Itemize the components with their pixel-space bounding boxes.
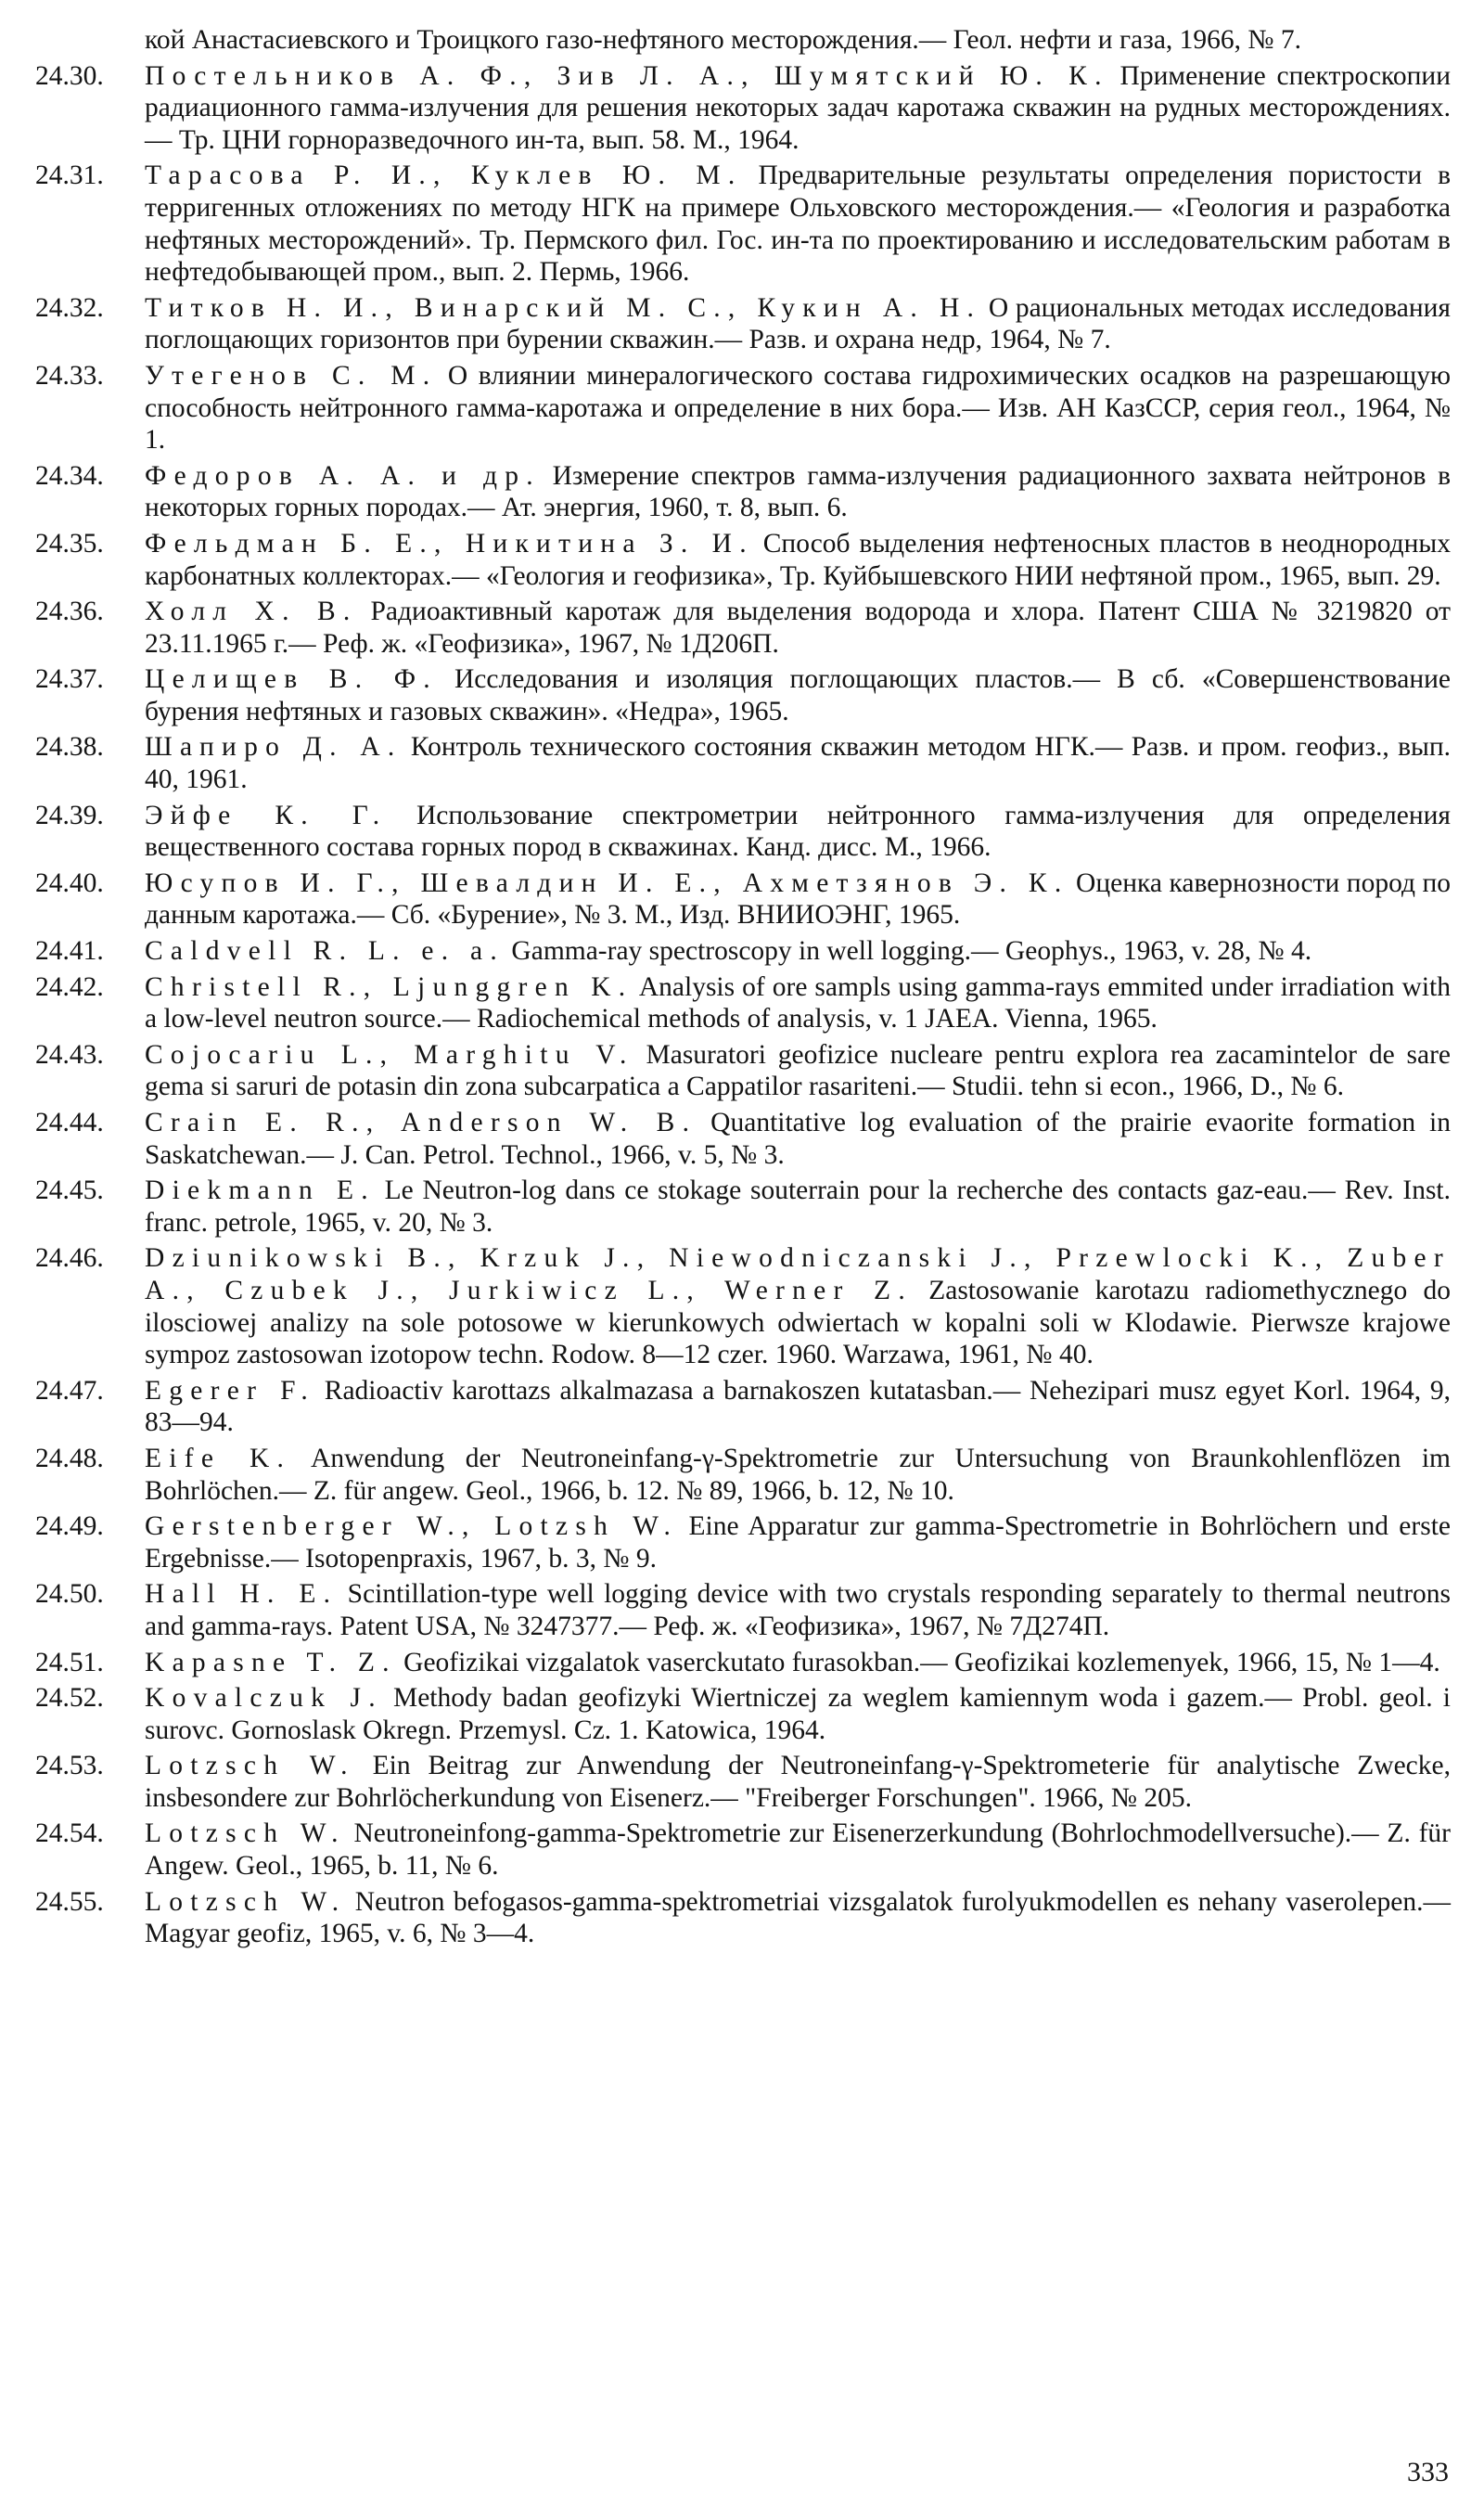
entry-authors: Холл Х. В. <box>145 597 358 627</box>
bibliography-entry <box>35 1510 1451 1574</box>
entry-number: 24.50. <box>35 1579 104 1610</box>
bibliography-entry <box>35 596 1451 660</box>
entry-authors: Юсупов И. Г., Шевалдин И. Е., Ахметзянов Э. К. <box>145 867 1069 898</box>
entry-citation: Zastosowanie karotazu radiomethycznego do ilosciowej analizy na sole potosowe w kierunkowych odwiertach w kopalni soli w Klodawie. Pierwsze krajowe sympoz zastosowan izotopow techn. Rodow. 8—12 czer. 1960. Warzawa, 1961, № 40. <box>145 1275 1451 1370</box>
entry-citation: Scintillation-type well logging device with two crystals responding separately to thermal neutrons and gamma-rays. Patent USA, № 3247377.— Реф. ж. «Геофизика», 1967, № 7Д274П. <box>145 1579 1451 1641</box>
entry-citation: Le Neutron-log dans ce stokage souterrain pour la recherche des contacts gaz-eau.— Rev. Inst. franc. petrole, 1965, v. 20, № 3. <box>145 1175 1452 1238</box>
entry-citation: О рациональных методах исследования поглощающих горизонтов при бурении скважин.— Разв. и охрана недр, 1964, № 7. <box>145 292 1451 355</box>
entry-authors: Egerer F. <box>145 1375 316 1406</box>
entry-number: 24.37. <box>35 664 104 695</box>
entry-authors: Diekmann E. <box>145 1175 376 1206</box>
entry-number: 24.33. <box>35 360 104 391</box>
entry-authors: Утегенов С. М. <box>145 360 438 391</box>
bibliography-entry <box>35 1039 1451 1103</box>
entry-authors: Eife K. <box>145 1443 292 1473</box>
entry-citation: Использование спектрометрии нейтронного гамма-излучения для определения вещественного состава горных пород в скважинах. Канд. дисс. М., 1966. <box>145 800 1451 863</box>
bibliography-entry <box>35 160 1451 288</box>
entry-number: 24.45. <box>35 1175 104 1206</box>
entry-authors: Федоров А. А. и др. <box>145 460 541 491</box>
entry-number: 24.52. <box>35 1683 104 1714</box>
entry-citation: Радиоактивный каротаж для выделения водорода и хлора. Патент США № 3219820 от 23.11.1965 г.— Реф. ж. «Геофизика», 1967, № 1Д206П. <box>145 597 1451 659</box>
entry-authors: Тарасова Р. И., Куклев Ю. М. <box>145 161 743 191</box>
entry-citation: Neutron befogasos-gamma-spektrometriai vizsgalatok furolyukmodellen es nehany vaserolepen.— Magyar geofiz, 1965, v. 6, № 3—4. <box>145 1886 1451 1949</box>
bibliography-entry <box>35 800 1451 864</box>
entry-number: 24.46. <box>35 1243 104 1274</box>
entry-authors: Постельников А. Ф., Зив Л. А., Шумятский Ю. К. <box>145 60 1109 91</box>
entry-authors: Lotzsch W. <box>145 1886 347 1917</box>
entry-citation: Methody badan geofizyki Wiertniczej za weglem kamiennym woda i gazem.— Probl. geol. i surovc. Gornoslask Okregn. Przemysl. Cz. 1. Katowica, 1964. <box>145 1683 1451 1745</box>
entry-number: 24.48. <box>35 1443 104 1473</box>
page-number: 333 <box>1407 2457 1449 2487</box>
entry-authors: Kapasne T. Z. <box>145 1647 397 1677</box>
entry-authors: Dziunikowski B., Krzuk J., Niewodniczanski J., Przewlocki K., Zuber A., Czubek J., Jurkiwicz L., Werner Z. <box>145 1243 1451 1305</box>
entry-number: 24.39. <box>35 800 104 830</box>
entry-citation: Способ выделения нефтеносных пластов в неоднородных карбонатных коллекторах.— «Геология и геофизика», Тр. Куйбышевского НИИ нефтяной пром., 1965, вып. 29. <box>145 528 1452 591</box>
bibliography-entry <box>35 1443 1451 1507</box>
bibliography-entry <box>35 935 1451 968</box>
entry-citation: Analysis of ore sampls using gamma-rays emmited under irradiation with a low-level neutron source.— Radiochemical methods of analysis, v. 1 JAEA. Vienna, 1965. <box>145 971 1451 1034</box>
entry-number: 24.32. <box>35 292 104 323</box>
bibliography-entry <box>35 1578 1451 1642</box>
entry-citation: Masuratori geofizice nucleare pentru explora rea zacamintelor de sare gema si saruri de potasin din zona subcarpatica a Cappatilor rasariteni.— Studii. tehn si econ., 1966, D., № 6. <box>145 1039 1451 1102</box>
entry-citation: Radioactiv karottazs alkalmazasa a barnakoszen kutatasban.— Nehezipari musz egyet Korl. 1964, 9, 83—94. <box>145 1375 1451 1438</box>
entry-citation: Применение спектроскопии радиационного гамма-излучения для решения некоторых задач каротажа скважин на рудных месторождениях.— Тр. ЦНИ горноразведочного ин-та, вып. 58. М., 1964. <box>145 60 1451 155</box>
entry-number: 24.51. <box>35 1647 104 1677</box>
entry-number: 24.35. <box>35 528 104 559</box>
continuation-text: кой Анастасиевского и Троицкого газо-нефтяного месторождения.— Геол. нефти и газа, 1966, № 7. <box>145 25 1302 55</box>
entry-citation: Eine Apparatur zur gamma-Spectrometrie in Bohrlöchern und erste Ergebnisse.— Isotopenpraxis, 1967, b. 3, № 9. <box>145 1511 1451 1574</box>
bibliography-entry <box>35 1647 1451 1679</box>
entry-number: 24.42. <box>35 971 104 1002</box>
entry-authors: Caldvell R. L. e. a. <box>145 936 505 967</box>
entry-citation: О влиянии минералогического состава гидрохимических осадков на разрешающую способность нейтронного гамма-каротажа и определение в них бора.— Изв. АН КазССР, серия геол., 1964, № 1. <box>145 360 1451 456</box>
entry-number: 24.49. <box>35 1511 104 1542</box>
entry-number: 24.36. <box>35 597 104 627</box>
bibliography-entry <box>35 360 1451 456</box>
entry-authors: Lotzsch W. <box>145 1818 346 1849</box>
entry-number: 24.40. <box>35 867 104 898</box>
entry-citation: Quantitative log evaluation of the prairie evaorite formation in Saskatchewan.— J. Can. Petrol. Technol., 1966, v. 5, № 3. <box>145 1108 1452 1170</box>
entry-number: 24.55. <box>35 1886 104 1917</box>
bibliography-entry <box>35 1750 1451 1814</box>
entry-authors: Gerstenberger W., Lotzsh W. <box>145 1511 679 1542</box>
entry-number: 24.34. <box>35 460 104 491</box>
entry-authors: Фельдман Б. Е., Никитина З. И. <box>145 528 754 559</box>
entry-citation: Gamma-ray spectroscopy in well logging.— Geophys., 1963, v. 28, № 4. <box>505 936 1312 967</box>
entry-authors: Hall H. E. <box>145 1579 339 1610</box>
entry-citation: Предварительные результаты определения пористости в терригенных отложениях по методу НГК на примере Ольховского месторождения.— «Геология и разработка нефтяных месторождений». Тр. Пермского фил. Гос. ин-та по проектированию и исследовательским работам в нефтедобывающей пром., вып. 2. Пермь, 1966. <box>145 161 1451 288</box>
entry-number: 24.31. <box>35 161 104 191</box>
bibliography-entry <box>35 867 1451 931</box>
entry-authors: Crain E. R., Anderson W. B. <box>145 1108 697 1137</box>
entry-number: 24.53. <box>35 1751 104 1781</box>
bibliography-entry <box>35 460 1451 524</box>
entry-number: 24.30. <box>35 60 104 91</box>
bibliography-entry <box>35 1107 1451 1171</box>
bibliography-entry <box>35 60 1451 157</box>
bibliography-entry <box>35 731 1451 795</box>
bibliography-list <box>35 60 1451 1950</box>
entry-number: 24.43. <box>35 1039 104 1070</box>
entry-citation: Anwendung der Neutroneinfang-γ-Spektrometrie zur Untersuchung von Braunkohlenflözen im Bohrlöchen.— Z. für angew. Geol., 1966, b. 12. № 89, 1966, b. 12, № 10. <box>145 1443 1451 1506</box>
entry-number: 24.38. <box>35 732 104 763</box>
entry-number: 24.44. <box>35 1108 104 1137</box>
entry-citation: Контроль технического состояния скважин методом НГК.— Разв. и пром. геофиз., вып. 40, 1961. <box>145 732 1451 795</box>
bibliography-entry <box>35 1818 1451 1882</box>
entry-citation: Ein Beitrag zur Anwendung der Neutroneinfang-γ-Spektrometerie für analytische Zwecke, insbesondere zur Bohrlöcherkundung von Eisenerz.— "Freiberger Forschungen". 1966, № 205. <box>145 1751 1451 1813</box>
entry-citation: Geofizikai vizgalatok vaserckutato furasokban.— Geofizikai kozlemenyek, 1966, 15, № 1—4. <box>396 1647 1440 1677</box>
entry-citation: Измерение спектров гамма-излучения радиационного захвата нейтронов в некоторых горных породах.— Ат. энергия, 1960, т. 8, вып. 6. <box>145 460 1451 523</box>
bibliography-entry <box>35 292 1451 356</box>
entry-authors: Титков Н. И., Винарский М. С., Кукин А. Н. <box>145 292 982 323</box>
entry-number: 24.54. <box>35 1818 104 1849</box>
bibliography-entry <box>35 971 1451 1035</box>
entry-authors: Эйфе К. Г. <box>145 800 388 830</box>
entry-authors: Lotzsch W. <box>145 1751 355 1781</box>
entry-authors: Cojocariu L., Marghitu V. <box>145 1039 634 1070</box>
entry-authors: Kovalczuk J. <box>145 1683 383 1714</box>
bibliography-entry <box>35 663 1451 727</box>
bibliography-entry <box>35 1242 1451 1370</box>
entry-authors: Целищев В. Ф. <box>145 664 438 695</box>
entry-citation: Исследования и изоляция поглощающих пластов.— В сб. «Совершенствование бурения нефтяных и газовых скважин». «Недра», 1965. <box>145 664 1451 726</box>
bibliography-entry <box>35 528 1451 592</box>
bibliography-entry <box>35 1886 1451 1950</box>
entry-citation: Оценка кавернозности пород по данным каротажа.— Сб. «Бурение», № 3. М., Изд. ВНИИОЭНГ, 1965. <box>145 867 1452 931</box>
entry-authors: Christell R., Ljunggren K. <box>145 971 633 1002</box>
entry-citation: Neutroneinfong-gamma-Spektrometrie zur Eisenerzerkundung (Bohrlochmodellversuche).— Z. für Angew. Geol., 1965, b. 11, № 6. <box>145 1818 1451 1882</box>
bibliography-entry <box>35 1175 1451 1239</box>
entry-authors: Шапиро Д. А. <box>145 732 403 763</box>
bibliography-entry <box>35 1375 1451 1439</box>
bibliography-entry <box>35 1682 1451 1746</box>
entry-number: 24.41. <box>35 936 104 967</box>
entry-number: 24.47. <box>35 1375 104 1406</box>
